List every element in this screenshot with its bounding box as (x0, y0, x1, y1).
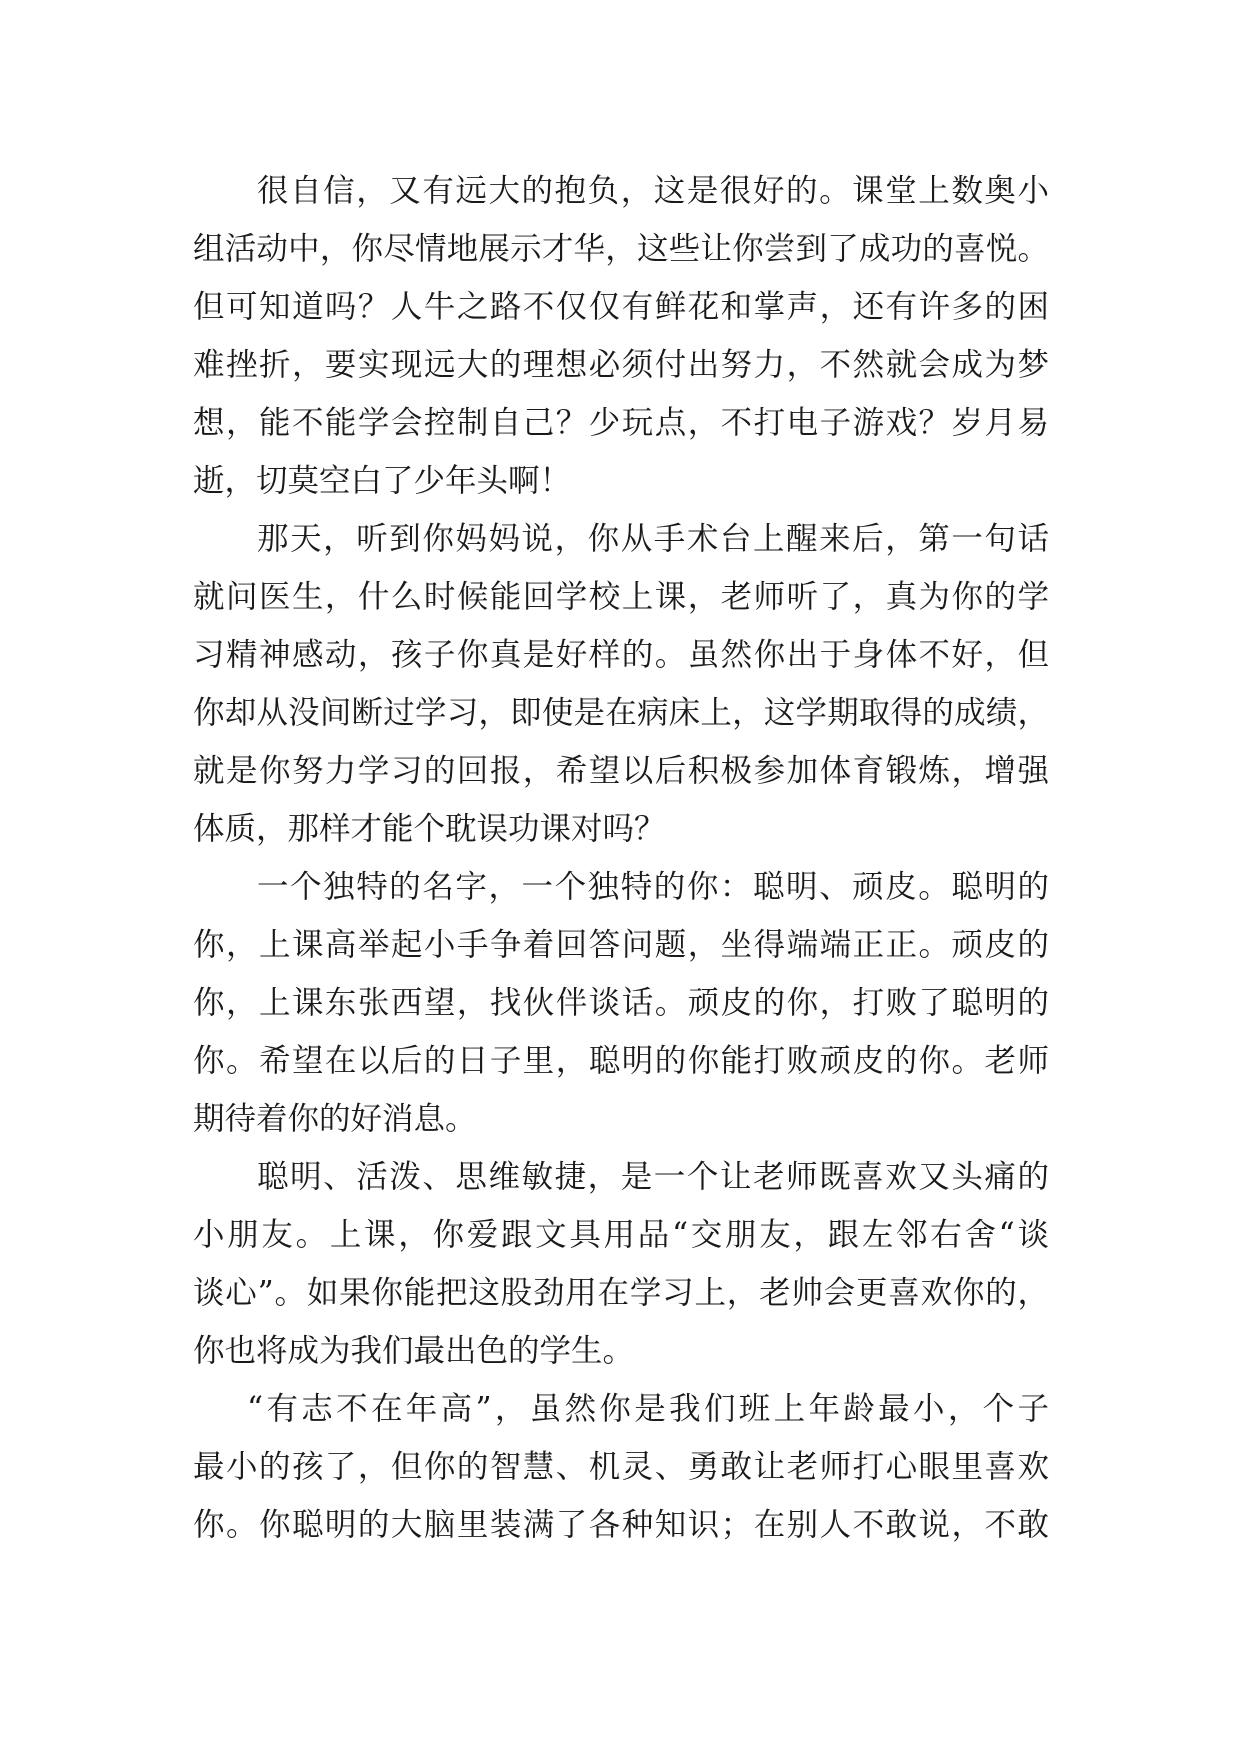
paragraph-1-line-5: 想，能不能学会控制自己？少玩点，不打电子游戏？岁月易 (193, 405, 1049, 441)
paragraph-3-line-2: 你，上课高举起小手争着回答问题，坐得端端正正。顽皮的 (193, 927, 1049, 963)
paragraph-3-line-5: 期待着你的好消息。 (193, 1101, 477, 1137)
paragraph-3-line-1: 一个独特的名字，一个独特的你：聪明、顽皮。聪明的 (257, 869, 1049, 905)
paragraph-4-line-3: 谈心”。如果你能把这股劲用在学习上，老帅会更喜欢你的， (193, 1275, 1049, 1311)
paragraph-5-line-2: 最小的孩了，但你的智慧、机灵、勇敢让老师打心眼里喜欢 (193, 1449, 1049, 1485)
paragraph-1-line-1: 很自信，又有远大的抱负，这是很好的。课堂上数奥小 (257, 173, 1049, 209)
paragraph-4-line-1: 聪明、活泼、思维敏捷，是一个让老师既喜欢又头痛的 (257, 1159, 1049, 1195)
paragraph-2-line-6: 体质，那样才能个耽误功课对吗？ (193, 811, 666, 847)
paragraph-1-line-4: 难挫折，要实现远大的理想必须付出努力，不然就会成为梦 (193, 347, 1049, 383)
paragraph-1-line-6: 逝，切莫空白了少年头啊！ (193, 463, 572, 499)
paragraph-1-line-2: 组活动中，你尽情地展示才华，这些让你尝到了成功的喜悦。 (193, 231, 1049, 267)
paragraph-2-line-2: 就问医生，什么时候能回学校上课，老师听了，真为你的学 (193, 579, 1049, 615)
document-body (193, 162, 1049, 1554)
paragraph-2-line-3: 习精神感动，孩子你真是好样的。虽然你出于身体不好，但 (193, 637, 1049, 673)
paragraph-2-line-1: 那天，听到你妈妈说，你从手术台上醒来后，第一句话 (257, 521, 1049, 557)
paragraph-5-line-3: 你。你聪明的大脑里装满了各种知识；在别人不敢说，不敢 (193, 1507, 1049, 1543)
paragraph-4-line-4: 你也将成为我们最出色的学生。 (193, 1333, 635, 1369)
paragraph-2-line-4: 你却从没间断过学习，即使是在病床上，这学期取得的成绩， (193, 695, 1049, 731)
paragraph-1-line-3: 但可知道吗？人牛之路不仅仅有鲜花和掌声，还有许多的困 (193, 289, 1049, 325)
paragraph-5-line-1: “有志不在年高”，虽然你是我们班上年龄最小，个子 (247, 1391, 1049, 1427)
paragraph-3-line-3: 你，上课东张西望，找伙伴谈话。顽皮的你，打败了聪明的 (193, 985, 1049, 1021)
paragraph-4-line-2: 小朋友。上课，你爱跟文具用品“交朋友，跟左邻右舍“谈 (193, 1217, 1049, 1253)
paragraph-3-line-4: 你。希望在以后的日子里，聪明的你能打败顽皮的你。老师 (193, 1043, 1049, 1079)
paragraph-2-line-5: 就是你努力学习的回报，希望以后积极参加体育锻炼，增强 (193, 753, 1049, 789)
